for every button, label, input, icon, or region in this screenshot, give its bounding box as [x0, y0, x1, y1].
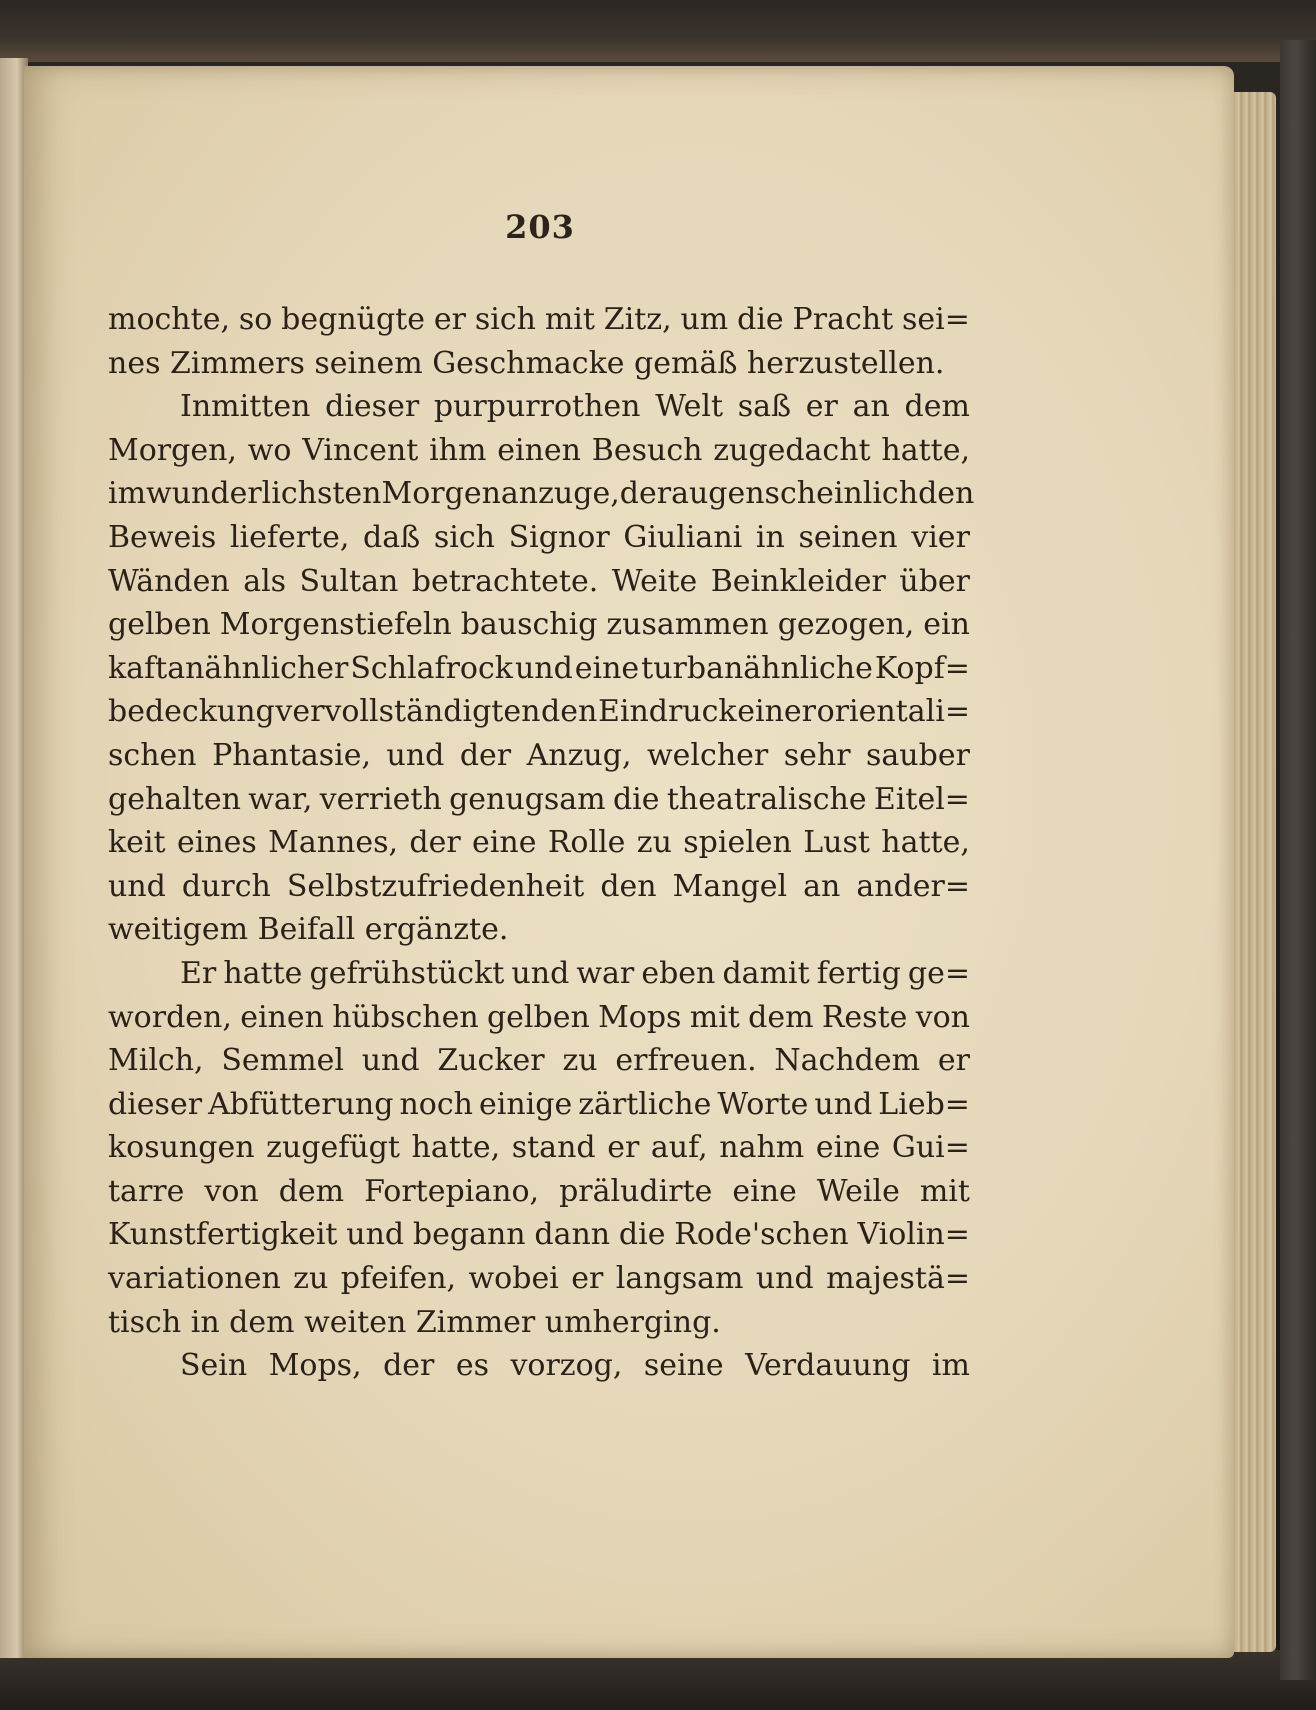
text-word: und: [386, 737, 445, 773]
text-word: vier: [911, 519, 970, 555]
text-word: Phantasie,: [212, 737, 372, 773]
text-word: dem: [278, 1173, 345, 1209]
text-word: tarre: [108, 1173, 185, 1209]
text-word: spielen: [683, 825, 792, 861]
text-word: variationen: [108, 1261, 281, 1297]
text-word: sich: [474, 302, 536, 337]
text-word: tisch: [108, 1304, 191, 1340]
text-word: mochte,: [108, 302, 230, 337]
text-word: den: [918, 476, 975, 512]
text-word: ein: [923, 607, 970, 643]
text-word: der: [619, 476, 672, 512]
text-word: Gui=: [891, 1130, 970, 1166]
text-word: sauber: [866, 737, 970, 773]
text-word: ihm: [429, 432, 487, 468]
text-word: Sultan: [299, 563, 399, 599]
text-word: Fortepiano,: [364, 1173, 540, 1209]
text-word: einen: [240, 999, 324, 1035]
text-line: [108, 1126, 970, 1170]
text-word: den: [600, 868, 657, 904]
text-line: [108, 298, 970, 342]
text-word: Beinkleider: [710, 563, 886, 599]
text-word: auf,: [650, 1130, 708, 1166]
text-word: zu: [293, 1261, 329, 1297]
text-word: bauschig: [460, 607, 598, 643]
text-word: nes: [108, 345, 171, 381]
text-word: gelben: [108, 607, 211, 643]
text-word: mit: [689, 999, 740, 1035]
text-word: einen: [497, 432, 581, 468]
text-word: mit: [544, 302, 595, 337]
text-word: umherging.: [544, 1304, 721, 1340]
text-line: [108, 952, 970, 996]
text-word: und: [361, 1043, 420, 1079]
text-word: dem: [229, 1304, 305, 1340]
text-word: der: [383, 1348, 435, 1384]
text-word: und: [814, 1086, 873, 1122]
text-word: Geschmacke: [432, 345, 635, 381]
text-word: Signor: [508, 519, 610, 555]
text-word: im: [931, 1348, 970, 1384]
text-word: eine: [732, 1173, 797, 1209]
text-word: Giuliani: [623, 519, 743, 555]
text-word: erfreuen.: [615, 1043, 757, 1079]
text-word: und: [514, 650, 573, 686]
text-word: welcher: [646, 737, 769, 773]
text-word: zugedacht: [713, 432, 871, 468]
text-word: Weile: [816, 1173, 900, 1209]
text-word: einige: [478, 1086, 573, 1122]
text-word: im: [108, 476, 147, 512]
text-word: zu: [562, 1043, 598, 1079]
text-word: Morgenanzuge,: [381, 476, 620, 512]
text-word: als: [243, 563, 287, 599]
text-word: Rolle: [547, 825, 626, 861]
text-line: [108, 560, 970, 604]
text-word: Sein: [180, 1348, 248, 1384]
text-word: wunderlichsten: [146, 476, 382, 512]
text-word: Morgenstiefeln: [219, 607, 452, 643]
text-word: sei=: [902, 302, 970, 337]
text-line: [108, 516, 970, 560]
text-word: vervollständigten: [275, 694, 541, 730]
text-word: Semmel: [221, 1043, 344, 1079]
text-word: seine: [643, 1348, 724, 1384]
text-word: Schlafrock: [350, 650, 513, 686]
text-word: Zimmers: [170, 345, 315, 381]
text-word: in: [755, 519, 785, 555]
text-line: [108, 1213, 970, 1257]
text-word: Zucker: [437, 1043, 545, 1079]
text-word: so: [238, 302, 273, 337]
text-line: [108, 647, 970, 691]
text-word: Verdauung: [745, 1348, 911, 1384]
text-word: zärtliche: [578, 1086, 712, 1122]
body-text: [108, 298, 975, 1388]
text-line: [108, 429, 970, 473]
text-word: von: [204, 1173, 259, 1209]
text-word: über: [899, 563, 970, 599]
text-word: eine: [574, 650, 640, 686]
text-word: und: [755, 1261, 814, 1297]
text-word: die: [612, 781, 660, 817]
text-word: augenscheinlich: [671, 476, 919, 512]
text-line: [108, 472, 975, 516]
text-word: Kunstfertigkeit: [108, 1217, 338, 1253]
text-word: wo: [247, 432, 292, 468]
text-line: [108, 1344, 970, 1388]
text-word: sehr: [783, 737, 851, 773]
text-word: und: [346, 1217, 405, 1253]
text-word: Mangel: [672, 868, 788, 904]
text-line: [108, 1257, 970, 1301]
text-word: zusammen: [606, 607, 769, 643]
text-line: [108, 690, 970, 734]
text-word: gehalten: [108, 781, 241, 817]
text-word: keit: [108, 825, 166, 861]
text-word: kaftanähnlicher: [108, 650, 349, 686]
text-word: gefrühstückt: [309, 955, 505, 991]
text-word: lieferte,: [229, 519, 350, 555]
text-word: Selbstzufriedenheit: [286, 868, 585, 904]
text-line: [108, 865, 970, 909]
text-word: nahm: [719, 1130, 805, 1166]
text-word: daß: [363, 519, 421, 555]
text-word: und: [511, 955, 570, 991]
text-word: war,: [248, 781, 313, 817]
text-word: Mops: [598, 999, 682, 1035]
text-word: fertig: [816, 955, 901, 991]
text-word: Er: [180, 955, 217, 991]
text-word: einer: [737, 694, 817, 730]
text-word: Rode'schen: [674, 1217, 849, 1253]
text-word: präludirte: [559, 1173, 713, 1209]
text-word: begnügte: [281, 302, 425, 337]
text-line: [108, 385, 970, 429]
text-word: der: [459, 737, 512, 773]
text-word: eines: [176, 825, 257, 861]
text-word: war: [576, 955, 635, 991]
book-cover-board: [1280, 40, 1316, 1680]
text-word: theatralische: [666, 781, 867, 817]
text-word: Milch,: [108, 1043, 204, 1079]
text-word: Nachdem: [774, 1043, 921, 1079]
text-word: turbanähnliche: [641, 650, 873, 686]
text-word: seinem: [314, 345, 433, 381]
text-word: es: [455, 1348, 489, 1384]
text-word: er: [607, 1130, 640, 1166]
text-line: [108, 734, 970, 778]
text-line: [108, 908, 970, 952]
text-word: an: [803, 868, 841, 904]
text-word: der: [409, 825, 461, 861]
text-word: verrieth: [319, 781, 442, 817]
text-word: bedeckung: [108, 694, 275, 730]
text-word: weiten: [304, 1304, 416, 1340]
text-word: kosungen: [108, 1130, 255, 1166]
text-word: hatte,: [411, 1130, 501, 1166]
text-word: Abfütterung: [208, 1086, 394, 1122]
text-line: [108, 1170, 970, 1214]
text-word: dieser: [325, 389, 420, 425]
text-word: um: [680, 302, 729, 337]
text-word: gelben: [486, 999, 590, 1035]
text-word: Anzug,: [526, 737, 632, 773]
text-word: genugsam: [449, 781, 606, 817]
text-word: Pracht: [792, 302, 894, 337]
page-number: 203: [505, 208, 575, 246]
text-word: dem: [904, 389, 970, 425]
text-word: durch: [181, 868, 271, 904]
text-word: er: [571, 1261, 604, 1297]
text-word: Reste: [821, 999, 908, 1035]
text-word: begann: [412, 1217, 526, 1253]
text-word: schen: [108, 737, 197, 773]
text-word: majestä=: [826, 1261, 970, 1297]
text-word: er: [937, 1043, 970, 1079]
text-word: gezogen,: [777, 607, 915, 643]
book-top-edge: [0, 0, 1316, 62]
text-word: in: [190, 1304, 230, 1340]
text-word: Mannes,: [268, 825, 399, 861]
text-word: purpurrothen: [433, 389, 641, 425]
text-word: zugefügt: [266, 1130, 400, 1166]
text-word: worden,: [108, 999, 232, 1035]
text-word: seinen: [798, 519, 898, 555]
text-word: er: [433, 302, 466, 337]
text-word: herzustellen.: [746, 345, 945, 381]
text-word: Vincent: [302, 432, 419, 468]
text-word: hatte,: [881, 825, 970, 861]
text-word: Mops,: [268, 1348, 362, 1384]
text-word: Morgen,: [108, 432, 237, 468]
text-word: Zitz,: [603, 302, 672, 337]
text-word: dem: [748, 999, 814, 1035]
text-line: [108, 1301, 970, 1345]
text-word: dann: [534, 1217, 611, 1253]
text-word: orientali=: [816, 694, 970, 730]
text-line: [108, 821, 970, 865]
text-word: zu: [636, 825, 672, 861]
text-line: [108, 1039, 970, 1083]
text-word: wobei: [468, 1261, 559, 1297]
text-word: Beweis: [108, 519, 217, 555]
text-word: vorzog,: [510, 1348, 623, 1384]
text-word: Welt: [655, 389, 723, 425]
text-word: Weite: [611, 563, 698, 599]
text-word: gemäß: [634, 345, 747, 381]
text-word: mit: [919, 1173, 970, 1209]
text-word: Eitel=: [873, 781, 970, 817]
text-word: Besuch: [591, 432, 703, 468]
text-word: Inmitten: [180, 389, 311, 425]
text-word: ander=: [856, 868, 970, 904]
text-line: [108, 603, 970, 647]
text-word: und: [108, 868, 166, 904]
text-word: Violin=: [857, 1217, 970, 1253]
text-word: sich: [433, 519, 495, 555]
text-line: [108, 342, 970, 386]
text-word: den: [541, 694, 598, 730]
text-word: von: [915, 999, 970, 1035]
text-line: [108, 1083, 970, 1127]
book-bottom-edge: [0, 1650, 1316, 1710]
text-word: dieser: [108, 1086, 203, 1122]
text-word: Beifall: [257, 912, 365, 948]
text-word: noch: [399, 1086, 473, 1122]
text-word: hatte,: [881, 432, 970, 468]
text-word: Worte: [717, 1086, 809, 1122]
text-line: [108, 778, 970, 822]
text-word: pfeifen,: [340, 1261, 457, 1297]
text-word: ergänzte.: [364, 912, 509, 948]
text-word: Lust: [803, 825, 870, 861]
text-line: [108, 996, 970, 1040]
text-word: hatte: [223, 955, 303, 991]
text-word: eine: [815, 1130, 881, 1166]
text-word: hübschen: [332, 999, 479, 1035]
text-word: Zimmer: [415, 1304, 545, 1340]
text-word: weitigem: [108, 912, 258, 948]
text-word: eine: [472, 825, 537, 861]
text-word: ge=: [907, 955, 970, 991]
text-word: an: [852, 389, 890, 425]
text-word: eben: [641, 955, 716, 991]
text-word: saß: [737, 389, 792, 425]
text-word: Eindruck: [597, 694, 737, 730]
text-word: Kopf=: [874, 650, 970, 686]
text-word: damit: [722, 955, 810, 991]
text-word: die: [737, 302, 784, 337]
text-word: langsam: [615, 1261, 744, 1297]
text-word: stand: [511, 1130, 596, 1166]
text-word: betrachtete.: [411, 563, 599, 599]
text-word: er: [805, 389, 838, 425]
text-word: Lieb=: [878, 1086, 970, 1122]
text-word: die: [618, 1217, 666, 1253]
text-word: Wänden: [108, 563, 230, 599]
